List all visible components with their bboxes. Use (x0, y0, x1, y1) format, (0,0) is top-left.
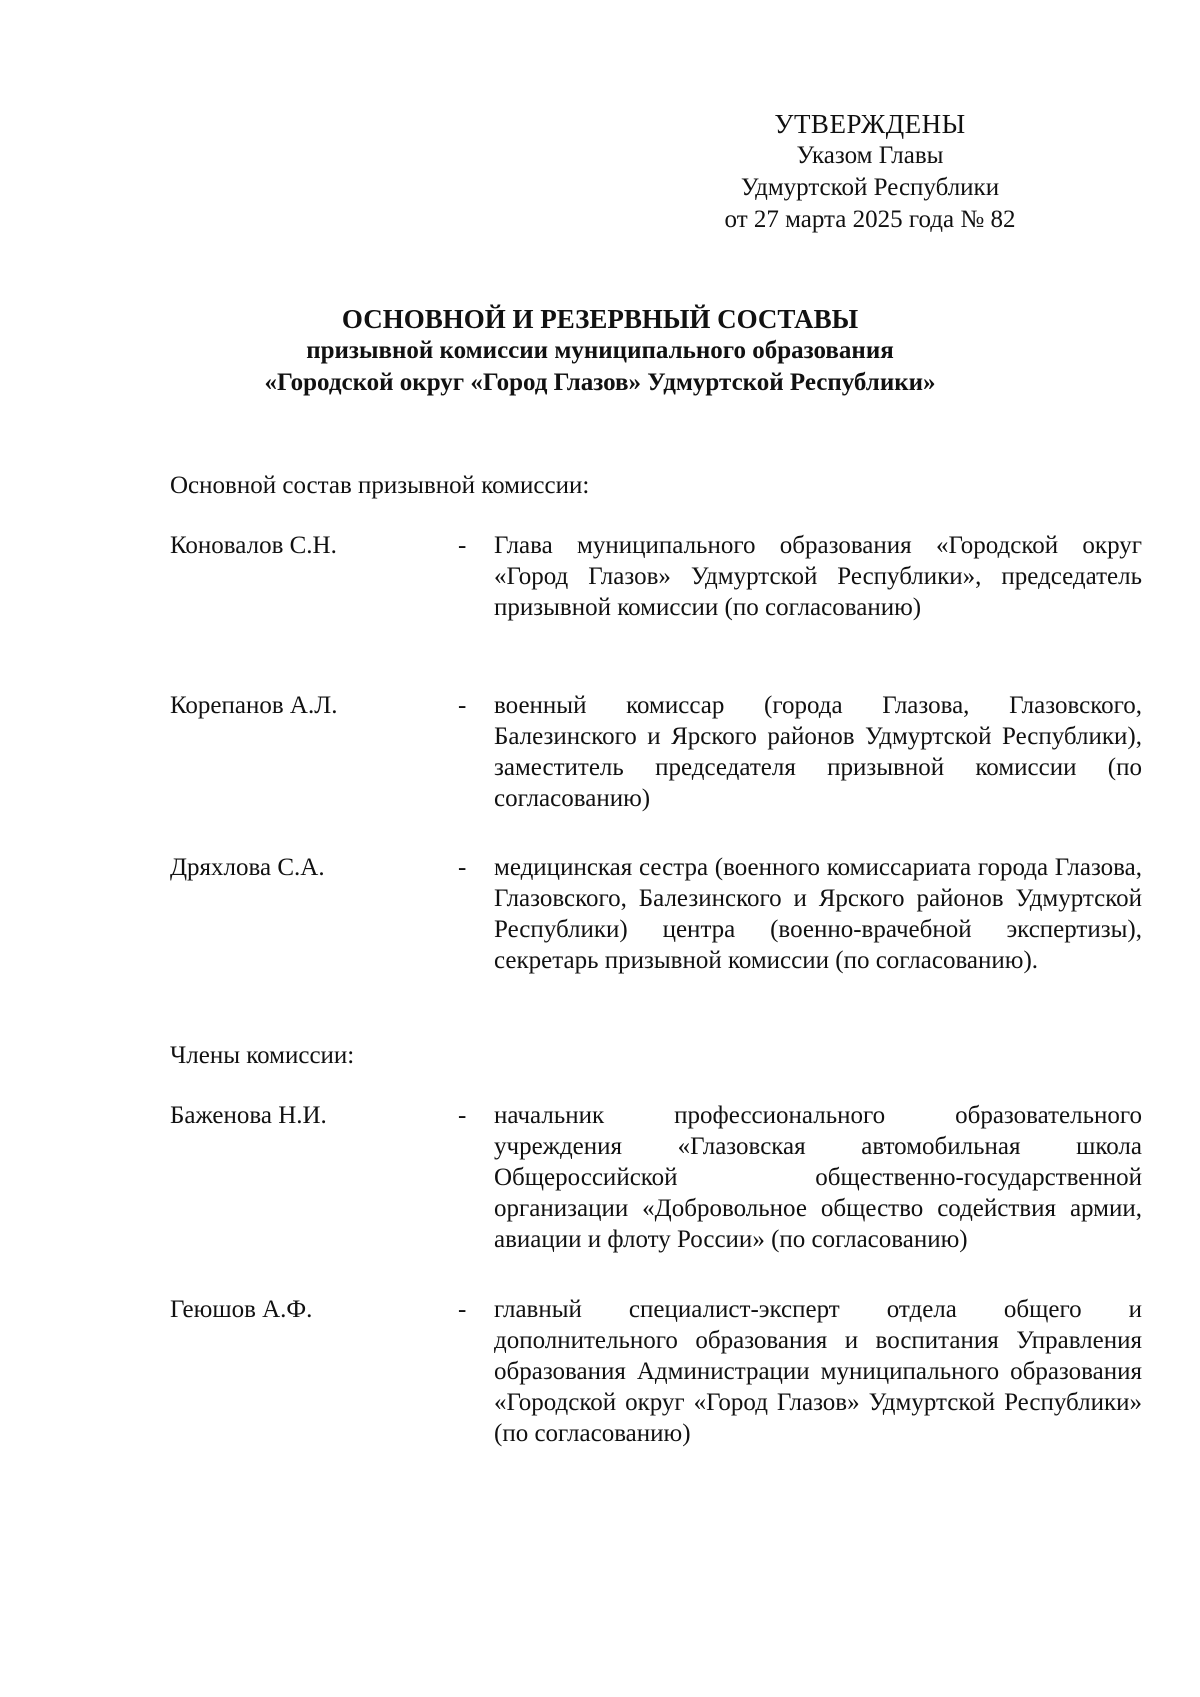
approval-title: УТВЕРЖДЕНЫ (774, 109, 966, 139)
member-description: Глава муниципального образования «Городской округ «Город Глазов» Удмуртской Республики», председатель призывной комиссии (по согласованию) (494, 532, 1142, 621)
member-dash: - (458, 1102, 467, 1129)
members-section-label: Члены комиссии: (170, 1042, 355, 1069)
member-dash: - (458, 1296, 467, 1323)
member-dash: - (458, 692, 467, 719)
approval-line: Указом Главы (796, 142, 944, 169)
approval-block (700, 108, 1040, 236)
member-description: военный комиссар (города Глазова, Глазовского, Балезинского и Ярского районов Удмуртской Республики), заместитель председателя призывной комиссии (по согласованию) (494, 692, 1142, 812)
member-name: Корепанов А.Л. (170, 692, 338, 719)
member-description: медицинская сестра (военного комиссариата города Глазова, Глазовского, Балезинского и Ярского районов Удмуртской Республики) центра (военно-врачебной экспертизы), секретарь призывной комиссии (по согласованию). (494, 854, 1142, 974)
main-section-label: Основной состав призывной комиссии: (170, 472, 590, 499)
member-name: Коновалов С.Н. (170, 532, 337, 559)
approval-date: от 27 марта 2025 года № 82 (724, 206, 1016, 233)
member-dash: - (458, 854, 467, 881)
document-title-sub: «Городской округ «Город Глазов» Удмуртской Республики» (264, 369, 936, 396)
document-title-main: ОСНОВНОЙ И РЕЗЕРВНЫЙ СОСТАВЫ (341, 304, 859, 334)
member-name: Дряхлова С.А. (170, 854, 325, 881)
member-dash: - (458, 532, 467, 559)
member-name: Баженова Н.И. (170, 1102, 327, 1129)
member-description: начальник профессионального образовательного учреждения «Глазовская автомобильная школа Общероссийской общественно-государственной организации «Добровольное общество содействия армии, авиации и флоту России» (по согласованию) (494, 1102, 1142, 1253)
document-title-sub: призывной комиссии муниципального образования (306, 337, 894, 364)
document-title (160, 303, 1040, 399)
member-name: Геюшов А.Ф. (170, 1296, 313, 1323)
member-description: главный специалист-эксперт отдела общего и дополнительного образования и воспитания Управления образования Администрации муниципального образования «Городской округ «Город Глазов» Удмуртской Республики» (по согласованию) (494, 1296, 1142, 1447)
approval-line: Удмуртской Республики (740, 174, 1000, 201)
